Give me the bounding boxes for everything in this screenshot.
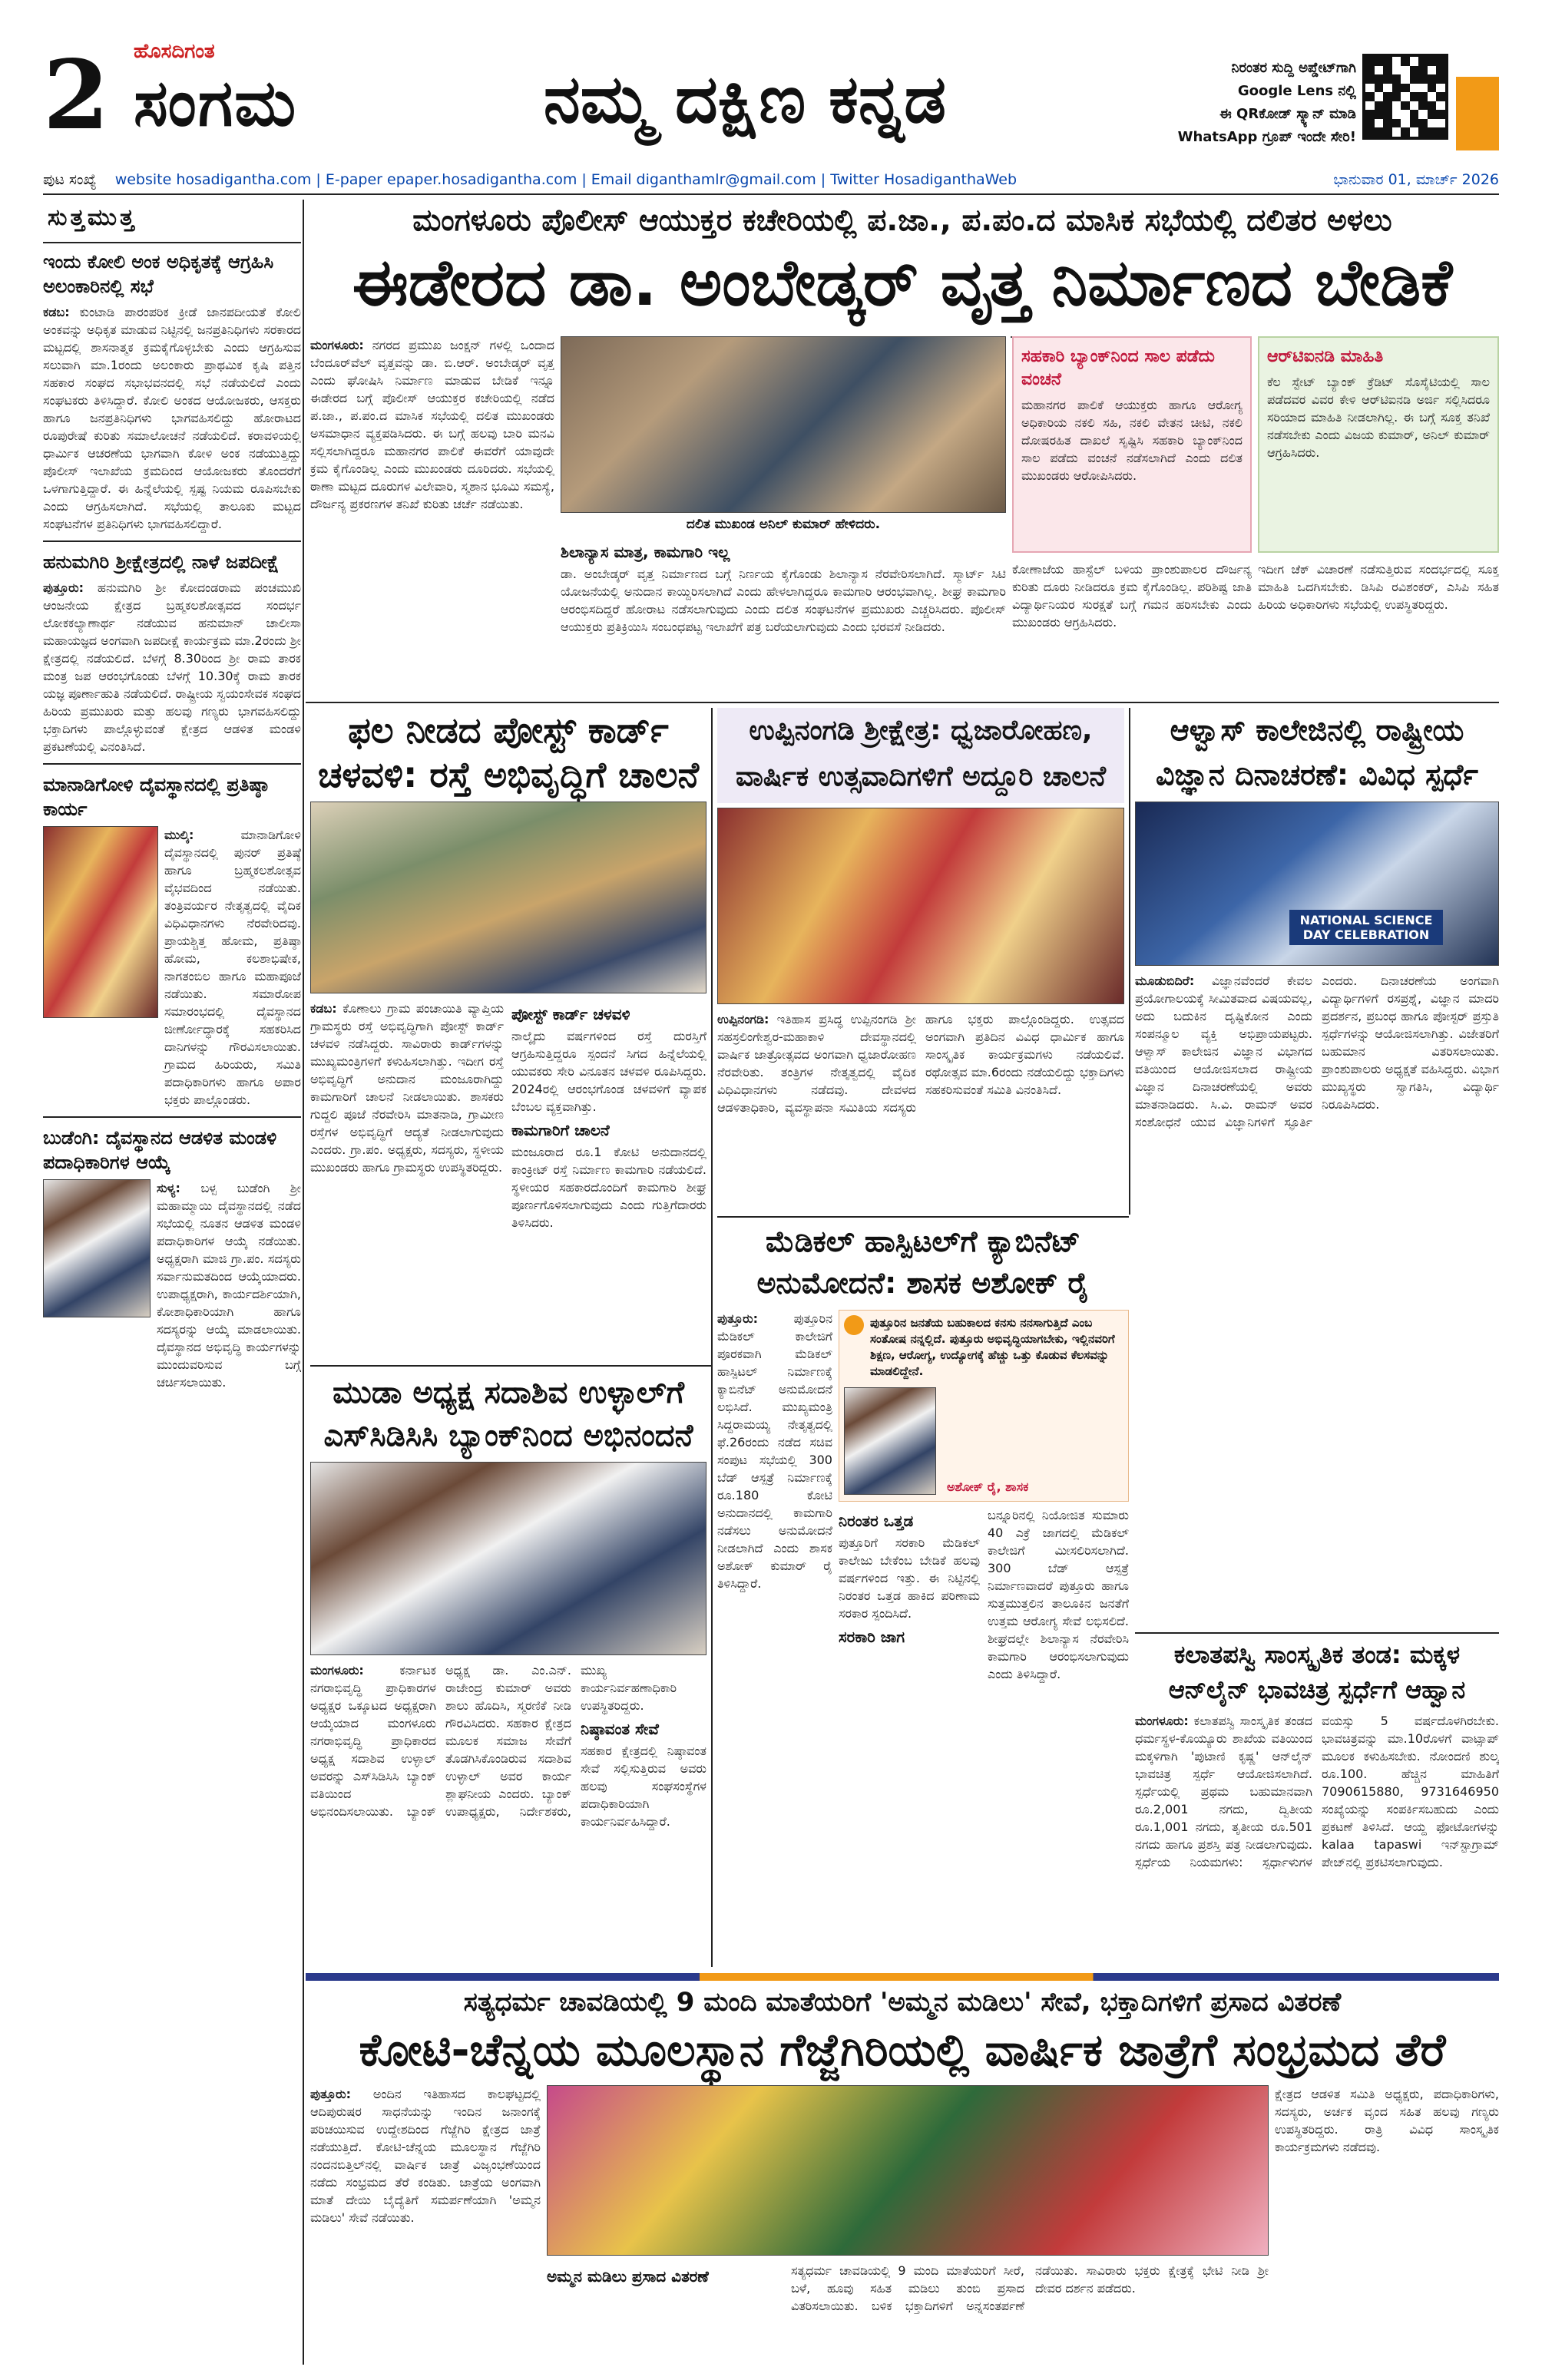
divider — [310, 1365, 711, 1367]
top-story-banner — [306, 201, 1499, 333]
headline: ವಾರ್ಷಿಕ ಉತ್ಸವಾದಿಗಳಿಗೆ ಅದ್ದೂರಿ ಚಾಲನೆ — [735, 761, 1107, 792]
news-text: ಇತಿಹಾಸ ಪ್ರಸಿದ್ಧ ಉಪ್ಪಿನಂಗಡಿ ಶ್ರೀ ಸಹಸ್ರಲಿಂಗೇಶ್ವರ-ಮಹಾಕಾಳಿ ದೇವಸ್ಥಾನದಲ್ಲಿ ವಾರ್ಷಿಕ ಜಾತ್ರೋತ್ಸವದ ಅಂಗವಾಗಿ ಧ್ವಜಾರೋಹಣ ನೆರವೇರಿತು. ತಂತ್ರಿಗಳ ನೇತೃತ್ವದಲ್ಲಿ ವೈದಿಕ ವಿಧಿವಿಧಾನಗಳು ನಡೆದವು. ದೇವಳದ ಆಡಳಿತಾಧಿಕಾರಿ, ವ್ಯವಸ್ಥಾಪನಾ ಸಮಿತಿಯ ಸದಸ್ಯರು ಹಾಗೂ ಭಕ್ತರು ಪಾಲ್ಗೊಂಡಿದ್ದರು. ಉತ್ಸವದ ಅಂಗವಾಗಿ ಪ್ರತಿದಿನ ವಿವಿಧ ಧಾರ್ಮಿಕ ಹಾಗೂ ಸಾಂಸ್ಕೃತಿಕ ಕಾರ್ಯಕ್ರಮಗಳು ನಡೆಯಲಿವೆ. ರಥೋತ್ಸವ ಮಾ.6ರಂದು ನಡೆಯಲಿದ್ದು ಭಕ್ತಾದಿಗಳು ಸಹಕರಿಸುವಂತೆ ಸಮಿತಿ ವಿನಂತಿಸಿದೆ. — [717, 1012, 1124, 1115]
bottom-col2 — [547, 2262, 1269, 2354]
news-text: ಕುಂಟಾಡಿ ಪಾರಂಪರಿಕ ಕ್ರೀಡೆ ಜಾನಪದೀಯತೆ ಕೋಲಿ ಅಂಕವನ್ನು ಅಧಿಕೃತ ಮಾಡುವ ನಿಟ್ಟಿನಲ್ಲಿ ಜನಪ್ರತಿನಿಧಿಗಳು ಸರಕಾರದ ಮಟ್ಟದಲ್ಲಿ ಶಾಸನಾತ್ಮಕ ಕ್ರಮಕೈಗೊಳ್ಳಬೇಕು ಎಂದು ಆಗ್ರಹಿಸುವ ಸಲುವಾಗಿ ಮಾ.1ರಂದು ಅಲಂಕಾರು ಪ್ರಾಥಮಿಕ ಕೃಷಿ ಪತ್ತಿನ ಸಹಕಾರ ಸಂಘದ ಸಭಾಭವನದಲ್ಲಿ ಸಭೆ ನಡೆಯಲಿದೆ ಎಂದು ಸಂಘಟಕರು ತಿಳಿಸಿದ್ದಾರೆ. ಕೋಲಿ ಅಂಕದ ಆಯೋಜಕರು, ಆಸಕ್ತರು ಹಾಗೂ ಜನಪ್ರತಿನಿಧಿಗಳು ಭಾಗವಹಿಸಲಿದ್ದು ಹೋರಾಟದ ರೂಪುರೇಷೆ ಕುರಿತು ಸಮಾಲೋಚನೆ ನಡೆಯಲಿದೆ. ಕರಾವಳಿಯಲ್ಲಿ ಧಾರ್ಮಿಕ ಆಚರಣೆಯ ಭಾಗವಾಗಿ ಕೋಳಿ ಅಂಕ ನಡೆಯುತ್ತಿದ್ದು ಪೊಲೀಸ್ ಇಲಾಖೆಯ ಕ್ರಮದಿಂದ ಆಯೋಜಕರು ತೊಂದರೆಗೆ ಒಳಗಾಗುತ್ತಿದ್ದಾರೆ. ಈ ಹಿನ್ನೆಲೆಯಲ್ಲಿ ಸ್ಪಷ್ಟ ನಿಯಮ ರೂಪಿಸಬೇಕು ಎಂದು ಆಗ್ರಹಿಸಲಾಗಿದೆ. ಸಭೆಯಲ್ಲಿ ತಾಲೂಕು ಮಟ್ಟದ ಸಂಘಟನೆಗಳ ಪ್ರತಿನಿಧಿಗಳು ಭಾಗವಹಿಸಲಿದ್ದಾರೆ. — [43, 305, 301, 531]
news-text: ಮಂಜೂರಾದ ರೂ.1 ಕೋಟಿ ಅನುದಾನದಲ್ಲಿ ಕಾಂಕ್ರೀಟ್ ರಸ್ತೆ ನಿರ್ಮಾಣ ಕಾಮಗಾರಿ ನಡೆಯಲಿದೆ. ಸ್ಥಳೀಯರ ಸಹಕಾರದೊಂದಿಗೆ ಕಾಮಗಾರಿ ಶೀಘ್ರ ಪೂರ್ಣಗೊಳಿಸಲಾಗುವುದು ಎಂದು ಗುತ್ತಿಗೆದಾರರು ತಿಳಿಸಿದರು. — [511, 1145, 706, 1230]
dateline: ಕಡಬ: — [43, 305, 70, 319]
news-text: ಕರ್ನಾಟಕ ನಗರಾಭಿವೃದ್ಧಿ ಪ್ರಾಧಿಕಾರಗಳ ಅಧ್ಯಕ್ಷರ ಒಕ್ಕೂಟದ ಅಧ್ಯಕ್ಷರಾಗಿ ಆಯ್ಕೆಯಾದ ಮಂಗಳೂರು ನಗರಾಭಿವೃದ್ಧಿ ಪ್ರಾಧಿಕಾರದ ಅಧ್ಯಕ್ಷ ಸದಾಶಿವ ಉಳ್ಳಾಲ್ ಅವರನ್ನು ಎಸ್‌ಸಿಡಿಸಿಸಿ ಬ್ಯಾಂಕ್ ವತಿಯಿಂದ ಅಭಿನಂದಿಸಲಾಯಿತು. ಬ್ಯಾಂಕ್ ಅಧ್ಯಕ್ಷ ಡಾ. ಎಂ.ಎನ್. ರಾಜೇಂದ್ರ ಕುಮಾರ್ ಅವರು ಶಾಲು ಹೊದಿಸಿ, ಸ್ಮರಣಿಕೆ ನೀಡಿ ಗೌರವಿಸಿದರು. ಸಹಕಾರ ಕ್ಷೇತ್ರದ ಮೂಲಕ ಸಮಾಜ ಸೇವೆಗೆ ತೊಡಗಿಸಿಕೊಂಡಿರುವ ಸದಾಶಿವ ಉಳ್ಳಾಲ್ ಅವರ ಕಾರ್ಯ ಶ್ಲಾಘನೀಯ ಎಂದರು. ಬ್ಯಾಂಕ್ ಉಪಾಧ್ಯಕ್ಷರು, ನಿರ್ದೇಶಕರು, ಮುಖ್ಯ ಕಾರ್ಯನಿರ್ವಹಣಾಧಿಕಾರಿ ಉಪಸ್ಥಿತರಿದ್ದರು. — [310, 1663, 677, 1819]
kalathapasvi-header — [1135, 1637, 1499, 1707]
news-headline: ಬುಡೆಂಗಿ: ದೈವಸ್ಥಾನದ ಆಡಳಿತ ಮಂಡಳಿ ಪದಾಧಿಕಾರಿಗಳ ಆಯ್ಕೆ — [43, 1127, 277, 1173]
subhead: ಅಮ್ಮನ ಮಡಿಲು ಪ್ರಸಾದ ವಿತರಣೆ — [547, 2267, 709, 2286]
divider — [1135, 1632, 1499, 1634]
news-body — [43, 303, 301, 533]
dateline: ಉಪ್ಪಿನಂಗಡಿ: — [717, 1012, 769, 1026]
divider — [717, 1216, 1129, 1218]
divider — [43, 193, 1499, 195]
felicitation-photo — [310, 1462, 706, 1655]
dateline: ಮಂಗಳೂರು: — [1135, 1714, 1189, 1728]
news-text: ನಾಲ್ಕೈದು ವರ್ಷಗಳಿಂದ ರಸ್ತೆ ದುರಸ್ತಿಗೆ ಆಗ್ರಹಿಸುತ್ತಿದ್ದರೂ ಸ್ಪಂದನೆ ಸಿಗದ ಹಿನ್ನೆಲೆಯಲ್ಲಿ ಯುವಕರು ಸೇರಿ ವಿನೂತನ ಚಳವಳಿ ರೂಪಿಸಿದ್ದರು. 2024ರಲ್ಲಿ ಆರಂಭಗೊಂಡ ಚಳವಳಿಗೆ ವ್ಯಾಪಕ ಬೆಂಬಲ ವ್ಯಕ್ತವಾಗಿತ್ತು. — [511, 1029, 706, 1114]
dateline: ಪುತ್ತೂರು: — [310, 2087, 352, 2101]
rti-box — [1258, 336, 1499, 553]
fraud-box — [1012, 336, 1252, 553]
top-story-col3 — [1012, 560, 1252, 697]
headline: ಆಳ್ವಾಸ್ ಕಾಲೇಜಿನಲ್ಲಿ ರಾಷ್ಟ್ರೀಯ — [1170, 713, 1464, 747]
kicker: ಸತ್ಯಧರ್ಮ ಚಾವಡಿಯಲ್ಲಿ 9 ಮಂದಿ ಮಾತೆಯರಿಗೆ 'ಅಮ್ಮನ ಮಡಿಲು' ಸೇವೆ, ಭಕ್ತಾದಿಗಳಿಗೆ ಪ್ರಸಾದ ವಿತರಣೆ — [463, 1987, 1342, 2018]
postcard-story — [310, 708, 706, 797]
mla-photo — [844, 1387, 936, 1495]
news-body — [717, 1310, 832, 1592]
news-text: ಪುತ್ತೂರಿನ ಮೆಡಿಕಲ್ ಕಾಲೇಜಿಗೆ ಪೂರಕವಾಗಿ ಮೆಡಿಕಲ್ ಹಾಸ್ಪಿಟಲ್ ನಿರ್ಮಾಣಕ್ಕೆ ಕ್ಯಾಬಿನೆಟ್ ಅನುಮೋದನೆ ಲಭಿಸಿದೆ. ಮುಖ್ಯಮಂತ್ರಿ ಸಿದ್ದರಾಮಯ್ಯ ನೇತೃತ್ವದಲ್ಲಿ ಫೆ.26ರಂದು ನಡೆದ ಸಚಿವ ಸಂಪುಟ ಸಭೆಯಲ್ಲಿ 300 ಬೆಡ್ ಆಸ್ಪತ್ರೆ ನಿರ್ಮಾಣಕ್ಕೆ ರೂ.180 ಕೋಟಿ ಅನುದಾನದಲ್ಲಿ ಕಾಮಗಾರಿ ನಡೆಸಲು ಅನುಮೋದನೆ ನೀಡಲಾಗಿದೆ ಎಂದು ಶಾಸಕ ಅಶೋಕ್ ಕುಮಾರ್ ರೈ ತಿಳಿಸಿದ್ದಾರೆ. — [717, 1311, 832, 1591]
quote-attribution: ಅಶೋಕ್ ರೈ, ಶಾಸಕ — [947, 1479, 1029, 1494]
quote-box — [839, 1310, 1129, 1502]
box-text: ಕೆಲ ಸ್ಟೇಟ್ ಬ್ಯಾಂಕ್ ಕ್ರೆಡಿಟ್ ಸೊಸೈಟಿಯಲ್ಲಿ ಸಾಲ ಪಡೆದವರ ವಿವರ ಕೇಳಿ ಆರ್‌ಟಿಐನಡಿ ಅರ್ಜಿ ಸಲ್ಲಿಸಿದರೂ ಸರಿಯಾದ ಮಾಹಿತಿ ನೀಡಲಾಗಿಲ್ಲ. ಈ ಬಗ್ಗೆ ಸೂಕ್ತ ತನಿಖೆ ನಡೆಸಬೇಕು ಎಂದು ವಿಜಯ ಕುಮಾರ್, ಅನಿಲ್ ಕುಮಾರ್ ಆಗ್ರಹಿಸಿದರು. — [1267, 375, 1490, 460]
subhead: ಶಿಲಾನ್ಯಾಸ ಮಾತ್ರ, ಕಾಮಗಾರಿ ಇಲ್ಲ — [561, 543, 730, 561]
column-rule — [1129, 708, 1130, 1215]
column-rule — [303, 200, 304, 2365]
photo-caption: ದಲಿತ ಮುಖಂಡ ಅನಿಲ್ ಕುಮಾರ್ ಹೇಳಿದರು. — [686, 517, 881, 532]
uppinangady-body — [717, 1010, 1124, 1211]
news-body — [310, 336, 554, 513]
news-text: ಕ್ಷೇತ್ರದ ಆಡಳಿತ ಸಮಿತಿ ಅಧ್ಯಕ್ಷರು, ಪದಾಧಿಕಾರಿಗಳು, ಸದಸ್ಯರು, ಅರ್ಚಕ ವೃಂದ ಸಹಿತ ಹಲವು ಗಣ್ಯರು ಉಪಸ್ಥಿತರಿದ್ದರು. ರಾತ್ರಿ ವಿವಿಧ ಸಾಂಸ್ಕೃತಿಕ ಕಾರ್ಯಕ್ರಮಗಳು ನಡೆದವು. — [1275, 2087, 1499, 2154]
quote-icon — [844, 1315, 864, 1335]
quote-text: ಪುತ್ತೂರಿನ ಜನತೆಯ ಬಹುಕಾಲದ ಕನಸು ನನಸಾಗುತ್ತಿದೆ ಎಂಬ ಸಂತೋಷ ನನ್ನಲ್ಲಿದೆ. ಪುತ್ತೂರು ಅಭಿವೃದ್ಧಿಯಾಗಬೇಕು, ಇಲ್ಲಿನವರಿಗೆ ಶಿಕ್ಷಣ, ಆರೋಗ್ಯ, ಉದ್ಯೋಗಕ್ಕೆ ಹೆಚ್ಚು ಒತ್ತು ಕೊಡುವ ಕೆಲಸವನ್ನು ಮಾಡಲಿದ್ದೇನೆ. — [870, 1316, 1115, 1378]
news-body — [157, 1179, 301, 1391]
news-text: ಪುತ್ತೂರಿಗೆ ಸರಕಾರಿ ಮೆಡಿಕಲ್ ಕಾಲೇಜು ಬೇಕೆಂಬ ಬೇಡಿಕೆ ಹಲವು ವರ್ಷಗಳಿಂದ ಇತ್ತು. ಈ ನಿಟ್ಟಿನಲ್ಲಿ ನಿರಂತರ ಒತ್ತಡ ಹಾಕಿದ ಪರಿಣಾಮ ಸರಕಾರ ಸ್ಪಂದಿಸಿದೆ. — [839, 1535, 980, 1621]
divider — [43, 1116, 301, 1118]
qr-line: WhatsApp ಗ್ರೂಪ್ ಇಂದೇ ಸೇರಿ! — [1177, 129, 1356, 145]
kicker: ಮಂಗಳೂರು ಪೊಲೀಸ್ ಆಯುಕ್ತರ ಕಚೇರಿಯಲ್ಲಿ ಪ.ಜಾ., ಪ.ಪಂ.ದ ಮಾಸಿಕ ಸಭೆಯಲ್ಲಿ ದಲಿತರ ಅಳಲು — [412, 203, 1392, 238]
news-body — [164, 826, 301, 1109]
science-day-body — [1135, 972, 1499, 1628]
postcard-col2 — [511, 1000, 706, 1360]
festival-photo-strip — [547, 2085, 1269, 2256]
divider — [43, 540, 301, 542]
headline: ಮುಡಾ ಅಧ್ಯಕ್ಷ ಸದಾಶಿವ ಉಳ್ಳಾಲ್‌ಗೆ — [333, 1375, 684, 1410]
temple-photo — [43, 826, 158, 1018]
divider — [306, 702, 1499, 703]
news-text: ಬನ್ನೂರಿನಲ್ಲಿ ನಿಯೋಜಿತ ಸುಮಾರು 40 ಎಕ್ರೆ ಜಾಗದಲ್ಲಿ ಮೆಡಿಕಲ್ ಕಾಲೇಜಿಗೆ ಮೀಸಲಿರಿಸಲಾಗಿದೆ. 300 ಬೆಡ್ ಆಸ್ಪತ್ರೆ ನಿರ್ಮಾಣವಾದರೆ ಪುತ್ತೂರು ಹಾಗೂ ಸುತ್ತಮುತ್ತಲಿನ ತಾಲೂಕಿನ ಜನತೆಗೆ ಉತ್ತಮ ಆರೋಗ್ಯ ಸೇವೆ ಲಭಿಸಲಿದೆ. ಶೀಘ್ರದಲ್ಲೇ ಶಿಲಾನ್ಯಾಸ ನೆರವೇರಿಸಿ ಕಾಮಗಾರಿ ಆರಂಭಿಸಲಾಗುವುದು ಎಂದು ತಿಳಿಸಿದ್ದಾರೆ. — [988, 1508, 1129, 1681]
news-headline: ಮಾನಾಡಿಗೋಳಿ ದೈವಸ್ಥಾನದಲ್ಲಿ ಪ್ರತಿಷ್ಠಾ ಕಾರ್ಯ — [43, 774, 269, 820]
news-body — [1135, 1712, 1499, 1871]
news-text: ಹನುಮಗಿರಿ ಶ್ರೀ ಕೋದಂಡರಾಮ ಪಂಚಮುಖಿ ಆಂಜನೇಯ ಕ್ಷೇತ್ರದ ಬ್ರಹ್ಮಕಲಶೋತ್ಸವದ ಸಂದರ್ಭ ಲೋಕಕಲ್ಯಾಣಾರ್ಥ ನಡೆಯುವ ಹನುಮಾನ್ ಚಾಲೀಸಾ ಮಹಾಯಜ್ಞದ ಅಂಗವಾಗಿ ಜಪದೀಕ್ಷೆ ಕಾರ್ಯಕ್ರಮ ಮಾ.2ರಂದು ಶ್ರೀ ಕ್ಷೇತ್ರದಲ್ಲಿ ನಡೆಯಲಿದೆ. ಬೆಳಗ್ಗೆ 8.30ರಿಂದ ಶ್ರೀ ರಾಮ ತಾರಕ ಮಂತ್ರ ಜಪ ಆರಂಭಗೊಂಡು ಬೆಳಗ್ಗೆ 10.30ಕ್ಕೆ ರಾಮ ತಾರಕ ಯಜ್ಞ ಪೂರ್ಣಾಹುತಿ ನಡೆಯಲಿದೆ. ರಾಷ್ಟ್ರೀಯ ಸ್ವಯಂಸೇವಕ ಸಂಘದ ಹಿರಿಯ ಪ್ರಮುಖರು ಮತ್ತು ಹಲವು ಗಣ್ಯರು ಭಾಗವಹಿಸಲಿದ್ದು ಭಕ್ತಾದಿಗಳು ಪಾಲ್ಗೊಳ್ಳುವಂತೆ ಕ್ಷೇತ್ರದ ಆಡಳಿತ ಮಂಡಳಿ ಪ್ರಕಟಣೆಯಲ್ಲಿ ವಿನಂತಿಸಿದೆ. — [43, 580, 301, 754]
box-headline: ಸಹಕಾರಿ ಬ್ಯಾಂಕ್‌ನಿಂದ ಸಾಲ ಪಡೆದು ವಂಚನೆ — [1021, 347, 1215, 389]
meeting-photo-1 — [561, 336, 1006, 513]
medical-col2 — [839, 1506, 1129, 1967]
event-banner-text: NATIONAL SCIENCE DAY CELEBRATION — [1289, 910, 1443, 945]
dateline: ಕಡಬ: — [310, 1001, 337, 1016]
dateline: ಪುತ್ತೂರು: — [43, 580, 84, 595]
column-rule — [711, 708, 713, 1967]
headline: ಕಲಾತಪಸ್ವಿ ಸಾಂಸ್ಕೃತಿಕ ತಂಡ: ಮಕ್ಕಳ — [1173, 1640, 1461, 1669]
dateline: ಮುಲ್ಕಿ: — [164, 828, 194, 842]
subhead: ಕಾಮಗಾರಿಗೆ ಚಾಲನೆ — [511, 1121, 610, 1139]
news-text: ವಿಜ್ಞಾನವೆಂದರೆ ಕೇವಲ ಪ್ರಯೋಗಾಲಯಕ್ಕೆ ಸೀಮಿತವಾದ ವಿಷಯವಲ್ಲ, ಅದು ಬದುಕಿನ ದೃಷ್ಟಿಕೋನ ಎಂದು ಸಂಪನ್ಮೂಲ ವ್ಯಕ್ತಿ ಅಭಿಪ್ರಾಯಪಟ್ಟರು. ಆಳ್ವಾಸ್ ಕಾಲೇಜಿನ ವಿಜ್ಞಾನ ವಿಭಾಗದ ವತಿಯಿಂದ ಆಯೋಜಿಸಲಾದ ರಾಷ್ಟ್ರೀಯ ವಿಜ್ಞಾನ ದಿನಾಚರಣೆಯಲ್ಲಿ ಅವರು ಮಾತನಾಡಿದರು. ಸಿ.ವಿ. ರಾಮನ್ ಅವರ ಸಂಶೋಧನೆ ಯುವ ವಿಜ್ಞಾನಿಗಳಿಗೆ ಸ್ಫೂರ್ತಿ ಎಂದರು. ದಿನಾಚರಣೆಯ ಅಂಗವಾಗಿ ವಿದ್ಯಾರ್ಥಿಗಳಿಗೆ ರಸಪ್ರಶ್ನೆ, ವಿಜ್ಞಾನ ಮಾದರಿ ಪ್ರದರ್ಶನ, ಪ್ರಬಂಧ ಹಾಗೂ ಪೋಸ್ಟರ್ ಪ್ರಸ್ತುತಿ ಸ್ಪರ್ಧೆಗಳನ್ನು ಆಯೋಜಿಸಲಾಗಿತ್ತು. ವಿಜೇತರಿಗೆ ಬಹುಮಾನ ವಿತರಿಸಲಾಯಿತು. ಪ್ರಾಂಶುಪಾಲರು ಅಧ್ಯಕ್ಷತೆ ವಹಿಸಿದ್ದರು. ವಿಭಾಗ ಮುಖ್ಯಸ್ಥರು ಸ್ವಾಗತಿಸಿ, ವಿದ್ಯಾರ್ಥಿ ನಿರೂಪಿಸಿದರು. — [1135, 973, 1499, 1129]
bottom-col3 — [1275, 2085, 1499, 2354]
science-day-header — [1135, 708, 1499, 797]
subhead: ಪೋಸ್ಟ್ ಕಾರ್ಡ್ ಚಳವಳಿ — [511, 1005, 630, 1023]
headline: ಕೋಟಿ-ಚೆನ್ನಯ ಮೂಲಸ್ಥಾನ ಗೆಜ್ಜೆಗಿರಿಯಲ್ಲಿ ವಾರ್ಷಿಕ ಜಾತ್ರೆಗೆ ಸಂಭ್ರಮದ ತೆರೆ — [359, 2024, 1446, 2076]
page-number-label: ಪುಟ ಸಂಖ್ಯೆ — [43, 171, 97, 188]
headline: ಎಸ್‌ಸಿಡಿಸಿಸಿ ಬ್ಯಾಂಕ್‌ನಿಂದ ಅಭಿನಂದನೆ — [323, 1418, 693, 1453]
headline: ಅನುಮೋದನೆ: ಶಾಸಕ ಅಶೋಕ್ ರೈ — [756, 1266, 1090, 1300]
dateline: ಮೂಡುಬಿದಿರೆ: — [1135, 973, 1195, 988]
kalathapasvi-body — [1135, 1712, 1499, 1967]
news-text: ಸಹಕಾರ ಕ್ಷೇತ್ರದಲ್ಲಿ ನಿಷ್ಠಾವಂತ ಸೇವೆ ಸಲ್ಲಿಸುತ್ತಿರುವ ಅವರು ಹಲವು ಸಂಘಸಂಸ್ಥೆಗಳ ಪದಾಧಿಕಾರಿಯಾಗಿ ಕಾರ್ಯನಿರ್ವಹಿಸಿದ್ದಾರೆ. — [581, 1744, 706, 1829]
dateline: ಮಂಗಳೂರು: — [310, 1663, 364, 1678]
section-stripe — [306, 1973, 1499, 1981]
brand-logo-top: ಹೊಸದಿಗಂತ — [134, 40, 215, 63]
dateline: ಸುಳ್ಯ: — [157, 1181, 180, 1195]
qr-line: Google Lens ನಲ್ಲಿ — [1237, 83, 1356, 99]
bottom-col1 — [310, 2085, 541, 2354]
top-story-col2 — [561, 537, 1006, 697]
qr-code-icon[interactable] — [1362, 54, 1448, 140]
news-body — [310, 2085, 541, 2226]
news-text: ಮಾನಾಡಿಗೋಳಿ ದೈವಸ್ಥಾನದಲ್ಲಿ ಪುನರ್ ಪ್ರತಿಷ್ಠೆ ಹಾಗೂ ಬ್ರಹ್ಮಕಲಶೋತ್ಸವ ವೈಭವದಿಂದ ನಡೆಯಿತು. ತಂತ್ರಿವರ್ಯರ ನೇತೃತ್ವದಲ್ಲಿ ವೈದಿಕ ವಿಧಿವಿಧಾನಗಳು ನೆರವೇರಿದವು. ಪ್ರಾಯಶ್ಚಿತ್ತ ಹೋಮ, ಪ್ರತಿಷ್ಠಾ ಹೋಮ, ಕಲಶಾಭಿಷೇಕ, ನಾಗತಂಬಿಲ ಹಾಗೂ ಮಹಾಪೂಜೆ ನಡೆಯಿತು. ಸಮಾರೋಪ ಸಮಾರಂಭದಲ್ಲಿ ದೈವಸ್ಥಾನದ ಜೀರ್ಣೋದ್ಧಾರಕ್ಕೆ ಸಹಕರಿಸಿದ ದಾನಿಗಳನ್ನು ಗೌರವಿಸಲಾಯಿತು. ಗ್ರಾಮದ ಹಿರಿಯರು, ಸಮಿತಿ ಪದಾಧಿಕಾರಿಗಳು ಹಾಗೂ ಅಪಾರ ಭಕ್ತರು ಪಾಲ್ಗೊಂಡರು. — [164, 828, 301, 1107]
news-headline: ಹನುಮಗಿರಿ ಶ್ರೀಕ್ಷೇತ್ರದಲ್ಲಿ ನಾಳೆ ಜಪದೀಕ್ಷೆ — [43, 551, 280, 573]
news-text: ಸತ್ಯಧರ್ಮ ಚಾವಡಿಯಲ್ಲಿ 9 ಮಂದಿ ಮಾತೆಯರಿಗೆ ಸೀರೆ, ಬಳೆ, ಹೂವು ಸಹಿತ ಮಡಿಲು ತುಂಬಿ ಪ್ರಸಾದ ವಿತರಿಸಲಾಯಿತು. ಬಳಿಕ ಭಕ್ತಾದಿಗಳಿಗೆ ಅನ್ನಸಂತರ್ಪಣೆ ನಡೆಯಿತು. ಸಾವಿರಾರು ಭಕ್ತರು ಕ್ಷೇತ್ರಕ್ಕೆ ಭೇಟಿ ನೀಡಿ ಶ್ರೀ ದೇವರ ದರ್ಶನ ಪಡೆದರು. — [791, 2263, 1269, 2313]
news-body — [717, 1010, 1124, 1116]
news-text: ಕೊಣಾಲು ಗ್ರಾಮ ಪಂಚಾಯಿತಿ ವ್ಯಾಪ್ತಿಯ ಗ್ರಾಮಸ್ಥರು ರಸ್ತೆ ಅಭಿವೃದ್ಧಿಗಾಗಿ ಪೋಸ್ಟ್ ಕಾರ್ಡ್ ಚಳವಳಿ ನಡೆಸಿದ್ದರು. ಸಾವಿರಾರು ಕಾರ್ಡ್‌ಗಳನ್ನು ಮುಖ್ಯಮಂತ್ರಿಗಳಿಗೆ ಕಳುಹಿಸಲಾಗಿತ್ತು. ಇದೀಗ ರಸ್ತೆ ಅಭಿವೃದ್ಧಿಗೆ ಅನುದಾನ ಮಂಜೂರಾಗಿದ್ದು ಕಾಮಗಾರಿಗೆ ಚಾಲನೆ ನೀಡಲಾಯಿತು. ಶಾಸಕರು ಗುದ್ದಲಿ ಪೂಜೆ ನೆರವೇರಿಸಿ ಮಾತನಾಡಿ, ಗ್ರಾಮೀಣ ರಸ್ತೆಗಳ ಅಭಿವೃದ್ಧಿಗೆ ಆದ್ಯತೆ ನೀಡಲಾಗುವುದು ಎಂದರು. ಗ್ರಾ.ಪಂ. ಅಧ್ಯಕ್ಷರು, ಸದಸ್ಯರು, ಸ್ಥಳೀಯ ಮುಖಂಡರು ಹಾಗೂ ಗ್ರಾಮಸ್ಥರು ಉಪಸ್ಥಿತರಿದ್ದರು. — [310, 1001, 504, 1175]
news-body — [1135, 972, 1499, 1131]
top-story-col4 — [1258, 560, 1499, 697]
news-text: ಅಂದಿನ ಇತಿಹಾಸದ ಕಾಲಘಟ್ಟದಲ್ಲಿ ಆದಿಪುರುಷರ ಸಾಧನೆಯನ್ನು ಇಂದಿನ ಜನಾಂಗಕ್ಕೆ ಪರಿಚಯಿಸುವ ಉದ್ದೇಶದಿಂದ ಗೆಜ್ಜೆಗಿರಿ ಕ್ಷೇತ್ರದ ಜಾತ್ರೆ ನಡೆಯುತ್ತಿದೆ. ಕೋಟಿ-ಚೆನ್ನಯ ಮೂಲಸ್ಥಾನ ಗೆಜ್ಜೆಗಿರಿ ನಂದನಬಿತ್ತಿಲ್‌ನಲ್ಲಿ ವಾರ್ಷಿಕ ಜಾತ್ರೆ ವಿಜೃಂಭಣೆಯಿಂದ ನಡೆದು ಸಂಭ್ರಮದ ತೆರೆ ಕಂಡಿತು. ಜಾತ್ರೆಯ ಅಂಗವಾಗಿ ಮಾತೆ ದೇಯಿ ಬೈದ್ಯೆತಿಗೆ ಸಮರ್ಪಣೆಯಾಗಿ 'ಅಮ್ಮನ ಮಡಿಲು' ಸೇವೆ ನಡೆಯಿತು. — [310, 2087, 541, 2225]
headline: ಮೆಡಿಕಲ್ ಹಾಸ್ಪಿಟಲ್‌ಗೆ ಕ್ಯಾಬಿನೆಟ್ — [766, 1225, 1080, 1258]
medical-col1 — [717, 1310, 832, 1617]
bottom-story-banner — [306, 1984, 1499, 2079]
subhead: ನಿರಂತರ ಒತ್ತಡ — [839, 1512, 914, 1530]
headline: ಆನ್‌ಲೈನ್ ಭಾವಚಿತ್ರ ಸ್ಪರ್ಧೆಗೆ ಆಹ್ವಾನ — [1168, 1675, 1466, 1704]
news-text: ಡಾ. ಅಂಬೇಡ್ಕರ್ ವೃತ್ತ ನಿರ್ಮಾಣದ ಬಗ್ಗೆ ನಿರ್ಣಯ ಕೈಗೊಂಡು ಶಿಲಾನ್ಯಾಸ ನೆರವೇರಿಸಲಾಗಿದೆ. ಸ್ಮಾರ್ಟ್ ಸಿಟಿ ಯೋಜನೆಯಲ್ಲಿ ಅನುದಾನ ಕಾಯ್ದಿರಿಸಲಾಗಿದೆ ಎಂದು ಹೇಳಲಾಗಿದ್ದರೂ ಕಾಮಗಾರಿ ಆರಂಭವಾಗಿಲ್ಲ. ಶೀಘ್ರ ಕಾಮಗಾರಿ ಆರಂಭಿಸದಿದ್ದರೆ ಹೋರಾಟ ನಡೆಸಲಾಗುವುದು ಎಂದು ದಲಿತ ಸಂಘಟನೆಗಳ ಪ್ರಮುಖರು ಎಚ್ಚರಿಸಿದರು. ಪೊಲೀಸ್ ಆಯುಕ್ತರು ಪ್ರತಿಕ್ರಿಯಿಸಿ ಸಂಬಂಧಪಟ್ಟ ಇಲಾಖೆಗೆ ಪತ್ರ ಬರೆಯಲಾಗುವುದು ಎಂದು ಭರವಸೆ ನೀಡಿದರು. — [561, 567, 1006, 634]
postcard-col1 — [310, 1000, 504, 1360]
news-text: ಬಳ್ಪ ಬುಡೆಂಗಿ ಶ್ರೀ ಮಹಾಮ್ಮಾಯಿ ದೈವಸ್ಥಾನದಲ್ಲಿ ನಡೆದ ಸಭೆಯಲ್ಲಿ ನೂತನ ಆಡಳಿತ ಮಂಡಳಿ ಪದಾಧಿಕಾರಿಗಳ ಆಯ್ಕೆ ನಡೆಯಿತು. ಅಧ್ಯಕ್ಷರಾಗಿ ಮಾಜಿ ಗ್ರಾ.ಪಂ. ಸದಸ್ಯರು ಸರ್ವಾನುಮತದಿಂದ ಆಯ್ಕೆಯಾದರು. ಉಪಾಧ್ಯಕ್ಷರಾಗಿ, ಕಾರ್ಯದರ್ಶಿಯಾಗಿ, ಕೋಶಾಧಿಕಾರಿಯಾಗಿ ಹಾಗೂ ಸದಸ್ಯರನ್ನು ಆಯ್ಕೆ ಮಾಡಲಾಯಿತು. ದೈವಸ್ಥಾನದ ಅಭಿವೃದ್ಧಿ ಕಾರ್ಯಗಳನ್ನು ಮುಂದುವರಿಸುವ ಬಗ್ಗೆ ಚರ್ಚಿಸಲಾಯಿತು. — [157, 1181, 301, 1390]
subhead: ನಿಷ್ಠಾವಂತ ಸೇವೆ — [581, 1720, 659, 1738]
headline: ವಿಜ್ಞಾನ ದಿನಾಚರಣೆ: ವಿವಿಧ ಸ್ಪರ್ಧೆ — [1156, 758, 1478, 792]
headline: ಫಲ ನೀಡದ ಪೋಸ್ಟ್ ಕಾರ್ಡ್ — [348, 709, 669, 751]
science-day-photo — [1135, 802, 1499, 966]
news-body — [310, 1000, 504, 1176]
box-text: ಮಹಾನಗರ ಪಾಲಿಕೆ ಆಯುಕ್ತರು ಹಾಗೂ ಆರೋಗ್ಯ ಅಧಿಕಾರಿಯ ನಕಲಿ ಸಹಿ, ನಕಲಿ ವೇತನ ಚೀಟಿ, ನಕಲಿ ದೋಷರಹಿತ ದಾಖಲೆ ಸೃಷ್ಟಿಸಿ ಸಹಕಾರಿ ಬ್ಯಾಂಕ್‌ನಿಂದ ಸಾಲ ಪಡೆದು ವಂಚನೆ ನಡೆಸಲಾಗಿದೆ ಎಂದು ದಲಿತ ಮುಖಂಡರು ಆರೋಪಿಸಿದರು. — [1021, 398, 1243, 483]
uppinangady-header — [717, 708, 1124, 803]
accent-bar — [1456, 77, 1499, 150]
headline: ಚಳವಳಿ: ರಸ್ತೆ ಅಭಿವೃದ್ಧಿಗೆ ಚಾಲನೆ — [317, 754, 700, 795]
muda-body — [310, 1661, 706, 1967]
road-work-photo — [310, 802, 706, 993]
issue-date: ಭಾನುವಾರ 01, ಮಾರ್ಚ್ 2026 — [1333, 171, 1499, 188]
qr-instructions — [1041, 57, 1356, 149]
dateline: ಪುತ್ತೂರು: — [717, 1311, 759, 1326]
top-story-col1 — [310, 336, 554, 697]
info-bar — [43, 167, 1499, 192]
column-title: ಸುತ್ತಮುತ್ತ — [48, 204, 137, 231]
medical-header — [717, 1221, 1129, 1304]
news-body — [43, 579, 301, 755]
dateline: ಮಂಗಳೂರು: — [310, 338, 364, 352]
qr-line: ನಿರಂತರ ಸುದ್ದಿ ಅಪ್ಡೇಟ್‌ಗಾಗಿ — [1231, 60, 1356, 76]
brand-logo-main: ಸಂಗಮ — [134, 65, 298, 140]
temple-flag-photo — [717, 808, 1124, 1004]
divider — [43, 763, 301, 765]
portrait-photo — [43, 1179, 151, 1317]
news-text: ನಗರದ ಪ್ರಮುಖ ಜಂಕ್ಷನ್ ಗಳಲ್ಲಿ ಒಂದಾದ ಬೆಂದೂರ್‌ವೆಲ್ ವೃತ್ತವನ್ನು ಡಾ. ಬಿ.ಆರ್. ಅಂಬೇಡ್ಕರ್ ವೃತ್ತ ಎಂದು ಘೋಷಿಸಿ ನಿರ್ಮಾಣ ಮಾಡುವ ಬೇಡಿಕೆ ಇನ್ನೂ ಈಡೇರದ ಬಗ್ಗೆ ಪೊಲೀಸ್ ಆಯುಕ್ತರ ಕಚೇರಿಯಲ್ಲಿ ನಡೆದ ಪ.ಜಾ., ಪ.ಪಂ.ದ ಮಾಸಿಕ ಸಭೆಯಲ್ಲಿ ದಲಿತ ಮುಖಂಡರು ಅಸಮಾಧಾನ ವ್ಯಕ್ತಪಡಿಸಿದರು. ಈ ಬಗ್ಗೆ ಹಲವು ಬಾರಿ ಮನವಿ ಸಲ್ಲಿಸಲಾಗಿದ್ದರೂ ಮಹಾನಗರ ಪಾಲಿಕೆ ಈವರೆಗೆ ಯಾವುದೇ ಕ್ರಮ ಕೈಗೊಂಡಿಲ್ಲ ಎಂದು ಮುಖಂಡರು ದೂರಿದರು. ಸಭೆಯಲ್ಲಿ ಠಾಣಾ ಮಟ್ಟದ ದೂರುಗಳ ವಿಲೇವಾರಿ, ಸ್ಮಶಾನ ಭೂಮಿ ಸಮಸ್ಯೆ, ದೌರ್ಜನ್ಯ ಪ್ರಕರಣಗಳ ತನಿಖೆ ಕುರಿತು ಚರ್ಚೆ ನಡೆಯಿತು. — [310, 338, 554, 511]
headline: ಈಡೇರದ ಡಾ. ಅಂಬೇಡ್ಕರ್ ವೃತ್ತ ನಿರ್ಮಾಣದ ಬೇಡಿಕೆ — [352, 245, 1453, 320]
muda-header — [310, 1371, 706, 1457]
contact-links[interactable]: website hosadigantha.com | E-paper epaper.hosadigantha.com | Email diganthamlr@gmail.com | Twitter HosadiganthaWeb — [114, 171, 1018, 188]
subhead: ಸರಕಾರಿ ಜಾಗ — [839, 1628, 905, 1646]
news-text: ಕೋಣಾಜೆಯ ಹಾಸ್ಟೆಲ್ ಬಳಿಯ ಪ್ರಾಂಶುಪಾಲರ ದೌರ್ಜನ್ಯ ಕುರಿತು ದೂರು ನೀಡಿದರೂ ಕ್ರಮ ಕೈಗೊಂಡಿಲ್ಲ. ಪರಿಶಿಷ್ಟ ಜಾತಿ ವಿದ್ಯಾರ್ಥಿನಿಯರ ಸುರಕ್ಷತೆ ಬಗ್ಗೆ ಗಮನ ಹರಿಸಬೇಕು ಎಂದು ಮುಖಂಡರು ಆಗ್ರಹಿಸಿದರು. — [1012, 562, 1252, 630]
qr-line: ಈ QRಕೋಡ್ ಸ್ಕ್ಯಾನ್ ಮಾಡಿ — [1219, 106, 1356, 122]
news-text: ಇದೀಗ ಚೆಕ್ ವಿಚಾರಣೆ ನಡೆಸುತ್ತಿರುವ ಸಂದರ್ಭದಲ್ಲಿ ಸೂಕ್ತ ಮಾಹಿತಿ ಒದಗಿಸಬೇಕು. ಡಿಸಿಪಿ ರವಿಶಂಕರ್, ಎಸಿಪಿ ಸಹಿತ ಹಿರಿಯ ಅಧಿಕಾರಿಗಳು ಸಭೆಯಲ್ಲಿ ಉಪಸ್ಥಿತರಿದ್ದರು. — [1258, 562, 1499, 612]
headline: ಉಪ್ಪಿನಂಗಡಿ ಶ್ರೀಕ್ಷೇತ್ರ: ಧ್ವಜಾರೋಹಣ, — [749, 715, 1093, 746]
suttamutta-column — [43, 200, 301, 2349]
divider — [43, 242, 301, 243]
box-headline: ಆರ್‌ಟಿಐನಡಿ ಮಾಹಿತಿ — [1267, 347, 1384, 366]
masthead — [43, 40, 1499, 163]
news-headline: ಇಂದು ಕೋಲಿ ಅಂಕ ಅಧಿಕೃತಕ್ಕೆ ಆಗ್ರಹಿಸಿ ಅಲಂಕಾರಿನಲ್ಲಿ ಸಭೆ — [43, 251, 274, 297]
section-title: ನಮ್ಮ ದಕ್ಷಿಣ ಕನ್ನಡ — [543, 61, 947, 138]
news-text: ಕಲಾತಪಸ್ವಿ ಸಾಂಸ್ಕೃತಿಕ ತಂಡದ ಧರ್ಮಸ್ಥಳ-ಕೊಯ್ಯೂರು ಶಾಖೆಯ ವತಿಯಿಂದ ಮಕ್ಕಳಿಗಾಗಿ 'ಪುಟಾಣಿ ಕೃಷ್ಣ' ಆನ್‌ಲೈನ್ ಭಾವಚಿತ್ರ ಸ್ಪರ್ಧೆ ಆಯೋಜಿಸಲಾಗಿದೆ. ಸ್ಪರ್ಧೆಯಲ್ಲಿ ಪ್ರಥಮ ಬಹುಮಾನವಾಗಿ ರೂ.2,001 ನಗದು, ದ್ವಿತೀಯ ರೂ.1,001 ನಗದು, ತೃತೀಯ ರೂ.501 ನಗದು ಹಾಗೂ ಪ್ರಶಸ್ತಿ ಪತ್ರ ನೀಡಲಾಗುವುದು. ಸ್ಪರ್ಧೆಯ ನಿಯಮಗಳು: ಸ್ಪರ್ಧಾಳುಗಳ ವಯಸ್ಸು 5 ವರ್ಷದೊಳಗಿರಬೇಕು. ಭಾವಚಿತ್ರವನ್ನು ಮಾ.10ರೊಳಗೆ ವಾಟ್ಸಾಪ್ ಮೂಲಕ ಕಳುಹಿಸಬೇಕು. ನೋಂದಣಿ ಶುಲ್ಕ ರೂ.100. ಹೆಚ್ಚಿನ ಮಾಹಿತಿಗೆ 7090615880, 9731646950 ಸಂಖ್ಯೆಯನ್ನು ಸಂಪರ್ಕಿಸಬಹುದು ಎಂದು ಪ್ರಕಟಣೆ ತಿಳಿಸಿದೆ. ಆಯ್ದ ಫೋಟೋಗಳನ್ನು kalaa tapaswi ಇನ್‌ಸ್ಟಾಗ್ರಾಮ್ ಪೇಜ್‌ನಲ್ಲಿ ಪ್ರಕಟಿಸಲಾಗುವುದು. — [1135, 1714, 1499, 1869]
page-number: 2 — [43, 40, 110, 151]
